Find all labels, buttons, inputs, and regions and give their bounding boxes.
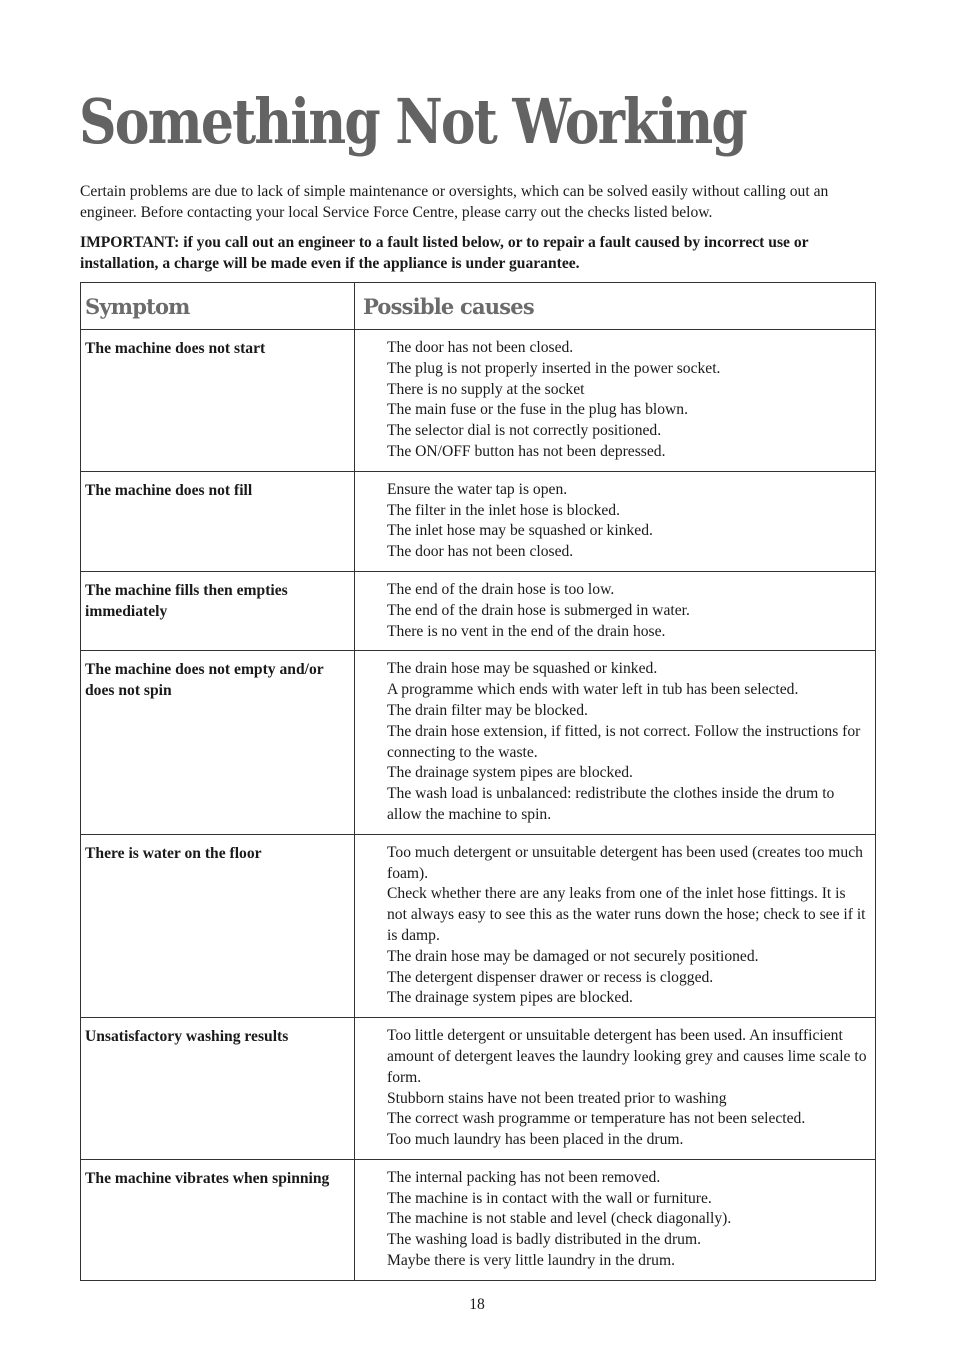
causes-cell xyxy=(355,834,876,1017)
cause-line: The plug is not properly inserted in the power socket. xyxy=(387,359,721,377)
cause-line: The machine is not stable and level (check diagonally). xyxy=(387,1210,732,1228)
table-header-row xyxy=(81,283,876,330)
cause-line: The main fuse or the fuse in the plug has blown. xyxy=(387,401,688,419)
cause-line: Ensure the water tap is open. xyxy=(387,480,568,498)
cause-line: Too much laundry has been placed in the drum. xyxy=(387,1131,684,1149)
page-title: Something Not Working xyxy=(79,86,746,159)
cause-line: There is no supply at the socket xyxy=(387,380,585,398)
cause-line: Too little detergent or unsuitable detergent has been used. An insufficient amount of detergent leaves the laundry looking grey and causes lime scale to form. xyxy=(387,1027,867,1086)
cause-line: The drain hose may be damaged or not securely positioned. xyxy=(387,947,759,965)
cause-line: The filter in the inlet hose is blocked. xyxy=(387,501,620,519)
symptom-cell: The machine fills then empties immediately xyxy=(81,571,355,650)
cause-line: The internal packing has not been removed. xyxy=(387,1168,661,1186)
table-body xyxy=(81,330,876,1281)
troubleshooting-table xyxy=(80,282,876,1281)
table-row xyxy=(81,571,876,650)
cause-line: The end of the drain hose is too low. xyxy=(387,580,615,598)
causes-cell xyxy=(355,1018,876,1160)
cause-line: The machine is in contact with the wall or furniture. xyxy=(387,1189,712,1207)
causes-cell xyxy=(355,571,876,650)
symptom-cell: The machine does not empty and/or does not spin xyxy=(81,651,355,834)
page-number: 18 xyxy=(469,1296,485,1313)
cause-line: A programme which ends with water left in tub has been selected. xyxy=(387,681,799,699)
symptom-cell: The machine does not start xyxy=(81,330,355,472)
symptom-column-header: Symptom xyxy=(81,283,355,330)
cause-line: The door has not been closed. xyxy=(387,543,574,561)
cause-line: The inlet hose may be squashed or kinked. xyxy=(387,522,653,540)
symptom-cell: There is water on the floor xyxy=(81,834,355,1017)
cause-line: Stubborn stains have not been treated prior to washing xyxy=(387,1089,727,1107)
cause-line: The end of the drain hose is submerged in water. xyxy=(387,601,690,619)
cause-line: The drainage system pipes are blocked. xyxy=(387,989,633,1007)
cause-line: The door has not been closed. xyxy=(387,339,574,356)
cause-line: The drain hose may be squashed or kinked. xyxy=(387,660,658,678)
cause-line: The drainage system pipes are blocked. xyxy=(387,764,633,782)
cause-line: The drain filter may be blocked. xyxy=(387,701,588,719)
cause-line: Maybe there is very little laundry in the drum. xyxy=(387,1252,675,1270)
symptom-cell: The machine does not fill xyxy=(81,471,355,571)
causes-cell xyxy=(355,1159,876,1280)
cause-line: The wash load is unbalanced: redistribute the clothes inside the drum to allow the machine to spin. xyxy=(387,785,835,823)
cause-line: The selector dial is not correctly positioned. xyxy=(387,422,662,440)
cause-line: The washing load is badly distributed in the drum. xyxy=(387,1231,701,1249)
symptom-cell: The machine vibrates when spinning xyxy=(81,1159,355,1280)
cause-line: Too much detergent or unsuitable detergent has been used (creates too much foam). xyxy=(387,843,863,882)
table-row xyxy=(81,1018,876,1160)
table-row xyxy=(81,834,876,1017)
causes-cell xyxy=(355,651,876,834)
cause-line: Check whether there are any leaks from one of the inlet hose fittings. It is not always easy to see this as the water runs down the hose; check to see if it is damp. xyxy=(387,885,866,944)
cause-line: The detergent dispenser drawer or recess is clogged. xyxy=(387,968,714,986)
causes-cell xyxy=(355,330,876,472)
causes-column-header: Possible causes xyxy=(355,283,876,330)
cause-line: There is no vent in the end of the drain hose. xyxy=(387,622,666,640)
intro-paragraph: Certain problems are due to lack of simple maintenance or oversights, which can be solved easily without calling out an engineer. Before contacting your local Service Force Centre, please carry out the checks listed below. xyxy=(80,183,829,221)
table-row xyxy=(81,330,876,472)
cause-line: The ON/OFF button has not been depressed. xyxy=(387,442,666,460)
important-notice: IMPORTANT: if you call out an engineer to a fault listed below, or to repair a fault caused by incorrect use or installation, a charge will be made even if the appliance is under guarantee. xyxy=(80,234,809,272)
symptom-cell: Unsatisfactory washing results xyxy=(81,1018,355,1160)
table-row xyxy=(81,1159,876,1280)
table-row xyxy=(81,651,876,834)
table-row xyxy=(81,471,876,571)
cause-line: The correct wash programme or temperature has not been selected. xyxy=(387,1110,806,1128)
cause-line: The drain hose extension, if fitted, is not correct. Follow the instructions for connecting to the waste. xyxy=(387,722,861,761)
causes-cell xyxy=(355,471,876,571)
